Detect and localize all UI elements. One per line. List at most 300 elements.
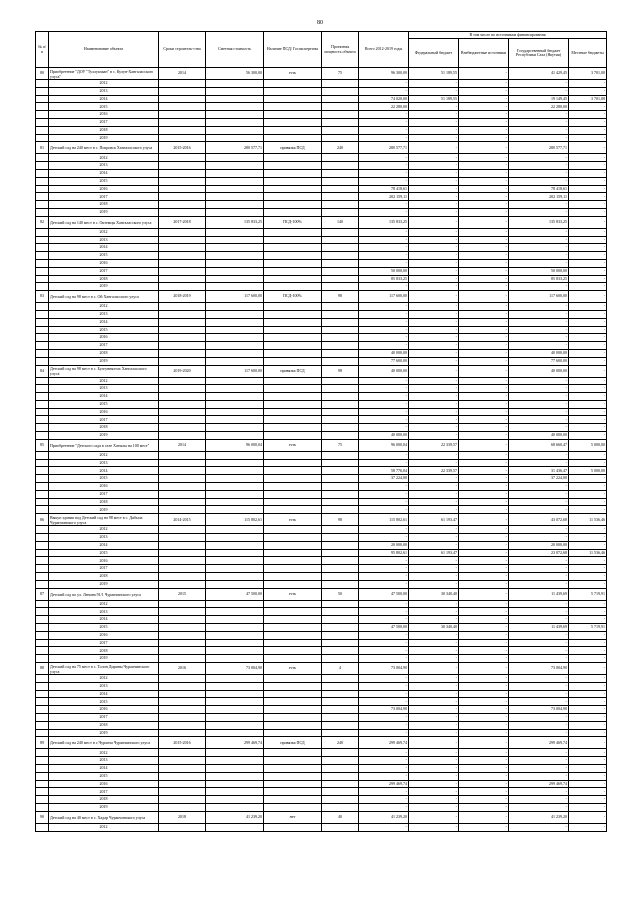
year-state: - (509, 169, 569, 177)
year-federal: - (409, 757, 459, 765)
year-blank-capacity (322, 318, 359, 326)
year-label: 2012 (49, 600, 159, 608)
year-blank-capacity (322, 357, 359, 365)
year-blank-num (36, 424, 49, 432)
year-federal: - (409, 400, 459, 408)
year-offbudget: - (459, 803, 509, 811)
year-blank-estimate (206, 400, 264, 408)
year-label: 2014 (49, 169, 159, 177)
object-number: 86 (36, 514, 49, 526)
year-local: - (569, 267, 607, 275)
year-state: - (509, 757, 569, 765)
year-offbudget: - (459, 549, 509, 557)
year-state: - (509, 459, 569, 467)
year-blank-psd (264, 80, 322, 88)
year-blank-capacity (322, 803, 359, 811)
object-local: - (569, 142, 607, 154)
year-row (36, 713, 607, 721)
year-blank-period (159, 193, 206, 201)
year-blank-psd (264, 608, 322, 616)
year-federal: - (409, 252, 459, 260)
year-state: - (509, 408, 569, 416)
object-row (36, 811, 607, 823)
year-blank-period (159, 393, 206, 401)
year-blank-num (36, 244, 49, 252)
year-label: 2018 (49, 573, 159, 581)
year-state: - (509, 526, 569, 534)
year-blank-estimate (206, 780, 264, 788)
year-blank-estimate (206, 565, 264, 573)
year-state: - (509, 252, 569, 260)
year-total: - (359, 244, 409, 252)
year-local: - (569, 162, 607, 170)
year-row (36, 729, 607, 737)
year-blank-estimate (206, 310, 264, 318)
year-blank-period (159, 244, 206, 252)
year-local: - (569, 506, 607, 514)
year-federal: - (409, 475, 459, 483)
year-blank-capacity (322, 675, 359, 683)
year-blank-num (36, 616, 49, 624)
year-blank-psd (264, 690, 322, 698)
year-state: 77 600,00 (509, 357, 569, 365)
year-local: - (569, 118, 607, 126)
year-blank-estimate (206, 682, 264, 690)
year-blank-estimate (206, 764, 264, 772)
year-total: - (359, 490, 409, 498)
year-blank-num (36, 400, 49, 408)
year-local: - (569, 639, 607, 647)
year-blank-num (36, 600, 49, 608)
year-total: 78 418,61 (359, 185, 409, 193)
object-number: 81 (36, 142, 49, 154)
year-blank-capacity (322, 275, 359, 283)
year-total: - (359, 690, 409, 698)
year-local: - (569, 416, 607, 424)
year-total: - (359, 506, 409, 514)
object-row (36, 663, 607, 675)
year-total: - (359, 713, 409, 721)
year-state: - (509, 823, 569, 831)
year-blank-estimate (206, 451, 264, 459)
year-offbudget: - (459, 275, 509, 283)
year-state: - (509, 416, 569, 424)
year-blank-estimate (206, 342, 264, 350)
year-label: 2013 (49, 682, 159, 690)
year-blank-period (159, 682, 206, 690)
year-federal: - (409, 498, 459, 506)
year-state: - (509, 698, 569, 706)
year-blank-period (159, 408, 206, 416)
year-blank-psd (264, 498, 322, 506)
object-local: 5 000,00 (569, 439, 607, 451)
year-row (36, 236, 607, 244)
year-state: - (509, 729, 569, 737)
year-row (36, 467, 607, 475)
year-federal: 61 193,47 (409, 549, 459, 557)
year-total: - (359, 631, 409, 639)
year-blank-period (159, 326, 206, 334)
object-estimate: 135 833,25 (206, 216, 264, 228)
year-blank-psd (264, 483, 322, 491)
year-federal: - (409, 796, 459, 804)
year-federal: - (409, 103, 459, 111)
year-offbudget: - (459, 424, 509, 432)
year-total: - (359, 424, 409, 432)
year-state: - (509, 721, 569, 729)
year-state: - (509, 608, 569, 616)
year-blank-period (159, 424, 206, 432)
year-blank-period (159, 377, 206, 385)
object-estimate: 73 004,90 (206, 663, 264, 675)
year-federal: - (409, 608, 459, 616)
year-blank-period (159, 616, 206, 624)
year-blank-num (36, 451, 49, 459)
year-blank-period (159, 103, 206, 111)
year-offbudget: - (459, 467, 509, 475)
year-federal: - (409, 208, 459, 216)
year-blank-period (159, 169, 206, 177)
year-local: - (569, 757, 607, 765)
year-blank-num (36, 342, 49, 350)
year-blank-period (159, 698, 206, 706)
year-blank-capacity (322, 631, 359, 639)
year-blank-capacity (322, 616, 359, 624)
object-capacity: 240 (322, 737, 359, 749)
year-blank-capacity (322, 169, 359, 177)
year-offbudget: - (459, 600, 509, 608)
year-federal: - (409, 228, 459, 236)
year-row (36, 400, 607, 408)
year-blank-num (36, 334, 49, 342)
year-blank-period (159, 318, 206, 326)
object-local: - (569, 737, 607, 749)
year-blank-capacity (322, 565, 359, 573)
year-local: - (569, 749, 607, 757)
year-offbudget: - (459, 193, 509, 201)
year-blank-estimate (206, 624, 264, 632)
year-label: 2016 (49, 706, 159, 714)
year-blank-psd (264, 682, 322, 690)
year-row (36, 803, 607, 811)
year-blank-psd (264, 349, 322, 357)
year-state: - (509, 616, 569, 624)
year-blank-psd (264, 318, 322, 326)
year-label: 2018 (49, 349, 159, 357)
year-blank-psd (264, 185, 322, 193)
year-blank-num (36, 385, 49, 393)
year-total: - (359, 118, 409, 126)
year-row (36, 267, 607, 275)
year-blank-psd (264, 749, 322, 757)
year-label: 2019 (49, 357, 159, 365)
year-blank-capacity (322, 154, 359, 162)
year-local: - (569, 385, 607, 393)
year-blank-num (36, 757, 49, 765)
year-total: - (359, 459, 409, 467)
year-blank-num (36, 236, 49, 244)
year-blank-estimate (206, 357, 264, 365)
year-total: 50 000,00 (359, 267, 409, 275)
year-local: - (569, 764, 607, 772)
year-offbudget: - (459, 169, 509, 177)
header-num: № п/п (36, 32, 49, 68)
year-federal: - (409, 803, 459, 811)
year-blank-period (159, 118, 206, 126)
year-blank-estimate (206, 134, 264, 142)
object-state: 135 833,25 (509, 216, 569, 228)
year-label: 2017 (49, 342, 159, 350)
object-federal: 30 340,40 (409, 588, 459, 600)
year-local: 3 701,00 (569, 95, 607, 103)
year-blank-estimate (206, 803, 264, 811)
year-state: - (509, 310, 569, 318)
year-row (36, 526, 607, 534)
year-blank-period (159, 483, 206, 491)
object-state: 11 439,69 (509, 588, 569, 600)
year-row (36, 459, 607, 467)
year-label: 2013 (49, 608, 159, 616)
object-number: 88 (36, 663, 49, 675)
year-blank-psd (264, 475, 322, 483)
year-total: - (359, 326, 409, 334)
year-blank-capacity (322, 541, 359, 549)
year-total: 40 000,00 (359, 432, 409, 440)
year-local: - (569, 334, 607, 342)
year-label: 2017 (49, 118, 159, 126)
year-label: 2013 (49, 236, 159, 244)
year-local: - (569, 600, 607, 608)
year-label: 2018 (49, 275, 159, 283)
year-blank-period (159, 275, 206, 283)
year-row (36, 451, 607, 459)
year-blank-psd (264, 228, 322, 236)
object-estimate: 115 802,61 (206, 514, 264, 526)
year-label: 2016 (49, 111, 159, 119)
year-blank-psd (264, 275, 322, 283)
year-offbudget: - (459, 490, 509, 498)
year-row (36, 796, 607, 804)
year-state: - (509, 87, 569, 95)
year-total: 20 000,00 (359, 541, 409, 549)
year-blank-estimate (206, 655, 264, 663)
year-blank-psd (264, 647, 322, 655)
year-state: 19 149,45 (509, 95, 569, 103)
year-blank-num (36, 177, 49, 185)
year-offbudget: - (459, 573, 509, 581)
year-label: 2019 (49, 729, 159, 737)
year-blank-psd (264, 541, 322, 549)
year-blank-estimate (206, 616, 264, 624)
year-total: - (359, 111, 409, 119)
year-blank-capacity (322, 334, 359, 342)
year-label: 2014 (49, 616, 159, 624)
year-federal: - (409, 655, 459, 663)
year-blank-psd (264, 729, 322, 737)
year-state: - (509, 682, 569, 690)
year-blank-num (36, 675, 49, 683)
year-blank-estimate (206, 557, 264, 565)
year-label: 2018 (49, 647, 159, 655)
year-blank-capacity (322, 451, 359, 459)
object-state: 40 000,00 (509, 365, 569, 377)
year-blank-psd (264, 451, 322, 459)
year-blank-psd (264, 631, 322, 639)
year-blank-num (36, 467, 49, 475)
year-blank-estimate (206, 698, 264, 706)
object-offbudget: - (459, 142, 509, 154)
year-blank-capacity (322, 682, 359, 690)
year-total: - (359, 208, 409, 216)
year-blank-estimate (206, 252, 264, 260)
year-total: - (359, 682, 409, 690)
year-federal: - (409, 377, 459, 385)
object-total: 47 500,00 (359, 588, 409, 600)
year-federal: 22 339,57 (409, 467, 459, 475)
year-local: - (569, 134, 607, 142)
year-blank-period (159, 459, 206, 467)
year-federal: - (409, 326, 459, 334)
year-row (36, 334, 607, 342)
year-row (36, 608, 607, 616)
object-estimate: 56 300,00 (206, 68, 264, 80)
year-federal: - (409, 706, 459, 714)
year-blank-capacity (322, 698, 359, 706)
object-row (36, 365, 607, 377)
year-blank-estimate (206, 259, 264, 267)
year-offbudget: - (459, 177, 509, 185)
year-total: 95 802,61 (359, 549, 409, 557)
year-blank-estimate (206, 534, 264, 542)
year-federal: - (409, 318, 459, 326)
year-blank-num (36, 259, 49, 267)
year-local: - (569, 177, 607, 185)
year-local: - (569, 580, 607, 588)
year-federal: - (409, 675, 459, 683)
year-blank-capacity (322, 393, 359, 401)
year-blank-psd (264, 310, 322, 318)
year-blank-period (159, 252, 206, 260)
year-blank-estimate (206, 244, 264, 252)
year-blank-psd (264, 283, 322, 291)
year-blank-psd (264, 432, 322, 440)
year-total: - (359, 823, 409, 831)
header-capacity: Проектная мощность объекта (322, 32, 359, 68)
year-blank-estimate (206, 267, 264, 275)
year-offbudget: - (459, 228, 509, 236)
year-blank-psd (264, 780, 322, 788)
year-blank-capacity (322, 408, 359, 416)
year-offbudget: - (459, 208, 509, 216)
year-federal: - (409, 334, 459, 342)
year-blank-num (36, 310, 49, 318)
year-total: - (359, 169, 409, 177)
year-total: - (359, 134, 409, 142)
year-total: - (359, 483, 409, 491)
year-offbudget: - (459, 729, 509, 737)
year-total: - (359, 698, 409, 706)
year-federal: - (409, 259, 459, 267)
year-state: 11 439,69 (509, 624, 569, 632)
year-blank-period (159, 788, 206, 796)
year-federal: - (409, 534, 459, 542)
year-label: 2013 (49, 757, 159, 765)
object-psd: привязка ПСД (264, 142, 322, 154)
year-offbudget: - (459, 95, 509, 103)
year-blank-estimate (206, 275, 264, 283)
year-total: - (359, 647, 409, 655)
year-blank-estimate (206, 95, 264, 103)
year-blank-psd (264, 526, 322, 534)
year-blank-estimate (206, 118, 264, 126)
year-offbudget: - (459, 134, 509, 142)
year-blank-estimate (206, 416, 264, 424)
year-row (36, 780, 607, 788)
object-name: Детский сад на 240 мест в с.Чурапча Чурапчинского улуса (49, 737, 159, 749)
year-total: - (359, 377, 409, 385)
year-label: 2019 (49, 208, 159, 216)
year-offbudget: - (459, 780, 509, 788)
year-local: - (569, 459, 607, 467)
year-blank-num (36, 154, 49, 162)
year-total: - (359, 310, 409, 318)
year-blank-estimate (206, 185, 264, 193)
year-blank-capacity (322, 526, 359, 534)
year-offbudget: - (459, 185, 509, 193)
year-blank-capacity (322, 600, 359, 608)
year-blank-psd (264, 193, 322, 201)
year-total: 202 159,11 (359, 193, 409, 201)
year-local: - (569, 236, 607, 244)
year-state: 78 418,61 (509, 185, 569, 193)
year-offbudget: - (459, 483, 509, 491)
year-row (36, 690, 607, 698)
year-blank-period (159, 526, 206, 534)
year-federal: - (409, 788, 459, 796)
year-row (36, 303, 607, 311)
year-blank-period (159, 706, 206, 714)
year-blank-estimate (206, 177, 264, 185)
year-offbudget: - (459, 432, 509, 440)
year-state: - (509, 483, 569, 491)
year-blank-num (36, 557, 49, 565)
year-total: 22 280,00 (359, 103, 409, 111)
year-row (36, 103, 607, 111)
year-blank-estimate (206, 549, 264, 557)
object-psd: есть (264, 663, 322, 675)
year-row (36, 244, 607, 252)
year-label: 2018 (49, 796, 159, 804)
year-local: - (569, 565, 607, 573)
year-label: 2012 (49, 749, 159, 757)
header-period: Сроки строитель-ства (159, 32, 206, 68)
year-local: - (569, 103, 607, 111)
year-state: - (509, 393, 569, 401)
year-label: 2018 (49, 424, 159, 432)
year-offbudget: - (459, 126, 509, 134)
year-blank-num (36, 87, 49, 95)
header-estimate: Сметная стоимость (206, 32, 264, 68)
object-name: Выкуп здания под Детский сад на 98 мест в с. Дябыла Чурапчинского улуса (49, 514, 159, 526)
year-offbudget: - (459, 749, 509, 757)
year-offbudget: - (459, 342, 509, 350)
year-federal: - (409, 631, 459, 639)
year-total: - (359, 259, 409, 267)
year-total: - (359, 87, 409, 95)
year-label: 2017 (49, 193, 159, 201)
year-blank-period (159, 608, 206, 616)
year-blank-capacity (322, 432, 359, 440)
